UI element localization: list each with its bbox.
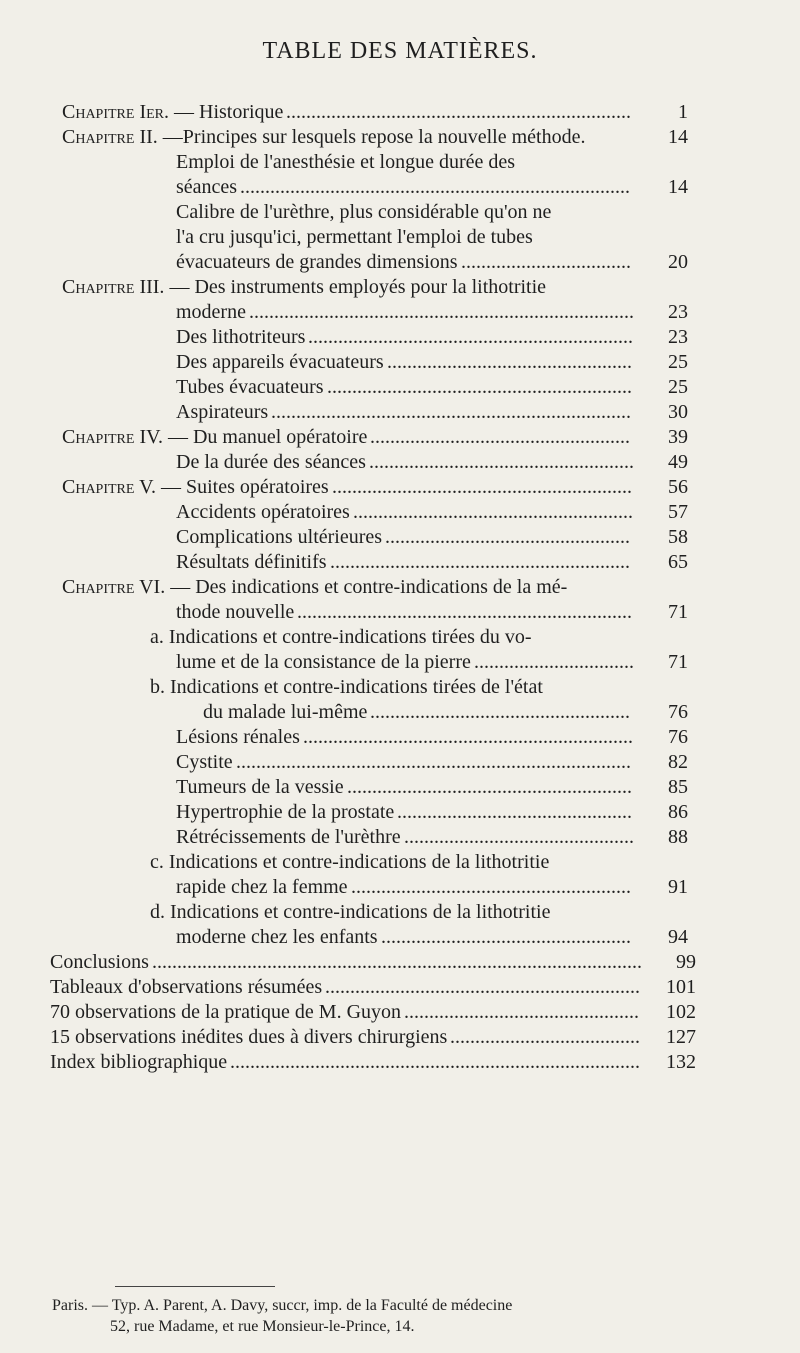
toc-page-number: 1 [678,101,688,123]
toc-entry: Chapitre Ier. — Historique [62,101,284,123]
toc-entry: b. Indications et contre-indications tirées de l'état [150,676,543,698]
toc-page-number: 91 [668,876,688,898]
toc-entry: évacuateurs de grandes dimensions [176,251,458,273]
toc-entry: Complications ultérieures [176,526,383,548]
toc-entry: Résultats définitifs [176,551,327,573]
toc-entry: Hypertrophie de la prostate [176,801,395,823]
toc-page-number: 86 [668,801,688,823]
toc-page-number: 71 [668,601,688,623]
toc-row [0,525,800,550]
toc-row [0,475,800,500]
toc-row [0,375,800,400]
toc-row [0,275,800,300]
toc-page-number: 76 [668,726,688,748]
toc-page-number: 132 [666,1051,696,1073]
imprint-address: 52, rue Madame, et rue Monsieur-le-Prince, 14. [110,1318,415,1335]
toc-page-number: 58 [668,526,688,548]
toc-row [0,450,800,475]
toc-entry: l'a cru jusqu'ici, permettant l'emploi de tubes [176,226,533,248]
toc-entry: du malade lui-même [203,701,368,723]
leader-dots: ........................................................ [353,501,633,523]
toc-entry: Aspirateurs [176,401,269,423]
leader-dots: .................................................... [370,701,630,723]
toc-row [0,1050,800,1075]
toc-page-number: 14 [668,126,688,148]
toc-page-number: 30 [668,401,688,423]
toc-row [0,425,800,450]
toc-entry: thode nouvelle [176,601,295,623]
toc-entry: séances [176,176,238,198]
toc-page-number: 39 [668,426,688,448]
toc-page-number: 101 [666,976,696,998]
toc-entry: Tumeurs de la vessie [176,776,344,798]
leader-dots: ................................ [474,651,634,673]
toc-page-number: 88 [668,826,688,848]
toc-entry: De la durée des séances [176,451,366,473]
toc-row [0,550,800,575]
leader-dots: ..................................................................... [286,101,631,123]
toc-page-number: 23 [668,301,688,323]
leader-dots: ........................................................................ [271,401,631,423]
leader-dots: .................................................................................................. [152,951,642,973]
toc-row [0,750,800,775]
toc-row [0,575,800,600]
toc-entry: Lésions rénales [176,726,300,748]
toc-row [0,775,800,800]
toc-row [0,1025,800,1050]
toc-row [0,250,800,275]
leader-dots: ............................................................. [327,376,632,398]
toc-entry: Chapitre V. — Suites opératoires [62,476,329,498]
toc-entry: Chapitre IV. — Du manuel opératoire [62,426,368,448]
leader-dots: ........................................................ [351,876,631,898]
toc-row [0,875,800,900]
toc-entry: 15 observations inédites dues à divers chirurgiens [50,1026,448,1048]
toc-row [0,650,800,675]
toc-page-number: 76 [668,701,688,723]
toc-entry: Tableaux d'observations résumées [50,976,323,998]
leader-dots: ................................................. [387,351,632,373]
toc-page-number: 25 [668,376,688,398]
toc-page-number: 127 [666,1026,696,1048]
leader-dots: ..................................................... [369,451,634,473]
toc-page-number: 82 [668,751,688,773]
leader-dots: ................................................................... [297,601,632,623]
toc-entry: Accidents opératoires [176,501,350,523]
toc-entry: Chapitre III. — Des instruments employés pour la lithotritie [62,276,547,298]
toc-entry: moderne chez les enfants [176,926,378,948]
toc-row [0,800,800,825]
toc-row [0,500,800,525]
toc-entry: Chapitre II. —Principes sur lesquels repose la nouvelle méthode. [62,126,586,148]
toc-entry: lume et de la consistance de la pierre [176,651,471,673]
toc-row [0,975,800,1000]
footer-divider [115,1286,275,1287]
toc-page-number: 85 [668,776,688,798]
toc-row [0,100,800,125]
leader-dots: .................................................... [370,426,630,448]
toc-page-number: 99 [676,951,696,973]
toc-row [0,150,800,175]
toc-entry: Cystite [176,751,233,773]
toc-entry: Conclusions [50,951,149,973]
leader-dots: ............................................................ [330,551,630,573]
toc-row [0,350,800,375]
toc-row [0,225,800,250]
leader-dots: .............................................. [404,826,634,848]
leader-dots: ............................................................................... [236,751,631,773]
toc-row [0,125,800,150]
toc-row [0,200,800,225]
leader-dots: ...................................... [450,1026,640,1048]
toc-entry: Emploi de l'anesthésie et longue durée des [176,151,516,173]
toc-page-number: 94 [668,926,688,948]
toc-entry: moderne [176,301,246,323]
toc-page-number: 65 [668,551,688,573]
toc-page-number: 71 [668,651,688,673]
toc-row [0,950,800,975]
toc-page-number: 14 [668,176,688,198]
toc-entry: rapide chez la femme [176,876,348,898]
leader-dots: .................................................................................. [230,1051,640,1073]
toc-row [0,925,800,950]
toc-entry: d. Indications et contre-indications de la lithotritie [150,901,551,923]
toc-row [0,900,800,925]
imprint-line: Paris. — Typ. A. Parent, A. Davy, succr, imp. de la Faculté de médecine [52,1297,513,1314]
toc-entry: Des appareils évacuateurs [176,351,384,373]
leader-dots: ............................................... [397,801,632,823]
leader-dots: ................................................. [385,526,630,548]
toc-entry: Des lithotriteurs [176,326,306,348]
toc-entry: Tubes évacuateurs [176,376,324,398]
table-of-contents [0,100,800,1075]
toc-row [0,700,800,725]
leader-dots: .................................. [461,251,631,273]
toc-entry: Calibre de l'urèthre, plus considérable qu'on ne [176,201,552,223]
toc-row [0,675,800,700]
toc-row [0,1000,800,1025]
toc-page-number: 49 [668,451,688,473]
toc-page-number: 102 [666,1001,696,1023]
toc-page-number: 57 [668,501,688,523]
toc-entry: 70 observations de la pratique de M. Guyon [50,1001,402,1023]
toc-page-number: 56 [668,476,688,498]
printer-imprint [52,1295,512,1337]
leader-dots: .................................................................. [303,726,633,748]
leader-dots: ................................................................. [308,326,633,348]
toc-row [0,625,800,650]
toc-row [0,175,800,200]
toc-row [0,400,800,425]
toc-row [0,600,800,625]
toc-page-number: 25 [668,351,688,373]
leader-dots: ............................................................ [332,476,632,498]
toc-page-number: 20 [668,251,688,273]
toc-entry: a. Indications et contre-indications tirées du vo- [150,626,532,648]
toc-row [0,850,800,875]
toc-entry: Chapitre VI. — Des indications et contre-indications de la mé- [62,576,568,598]
leader-dots: ............................................... [404,1001,639,1023]
leader-dots: ............................................................... [325,976,640,998]
toc-entry: Index bibliographique [50,1051,228,1073]
toc-row [0,300,800,325]
toc-row [0,825,800,850]
page-title: TABLE DES MATIÈRES. [262,38,538,64]
toc-entry: c. Indications et contre-indications de la lithotritie [150,851,550,873]
toc-entry: Rétrécissements de l'urèthre [176,826,401,848]
leader-dots: ............................................................................. [249,301,634,323]
toc-page-number: 23 [668,326,688,348]
toc-row [0,325,800,350]
leader-dots: ......................................................... [347,776,632,798]
leader-dots: .............................................................................. [240,176,630,198]
toc-row [0,725,800,750]
leader-dots: .................................................. [381,926,631,948]
